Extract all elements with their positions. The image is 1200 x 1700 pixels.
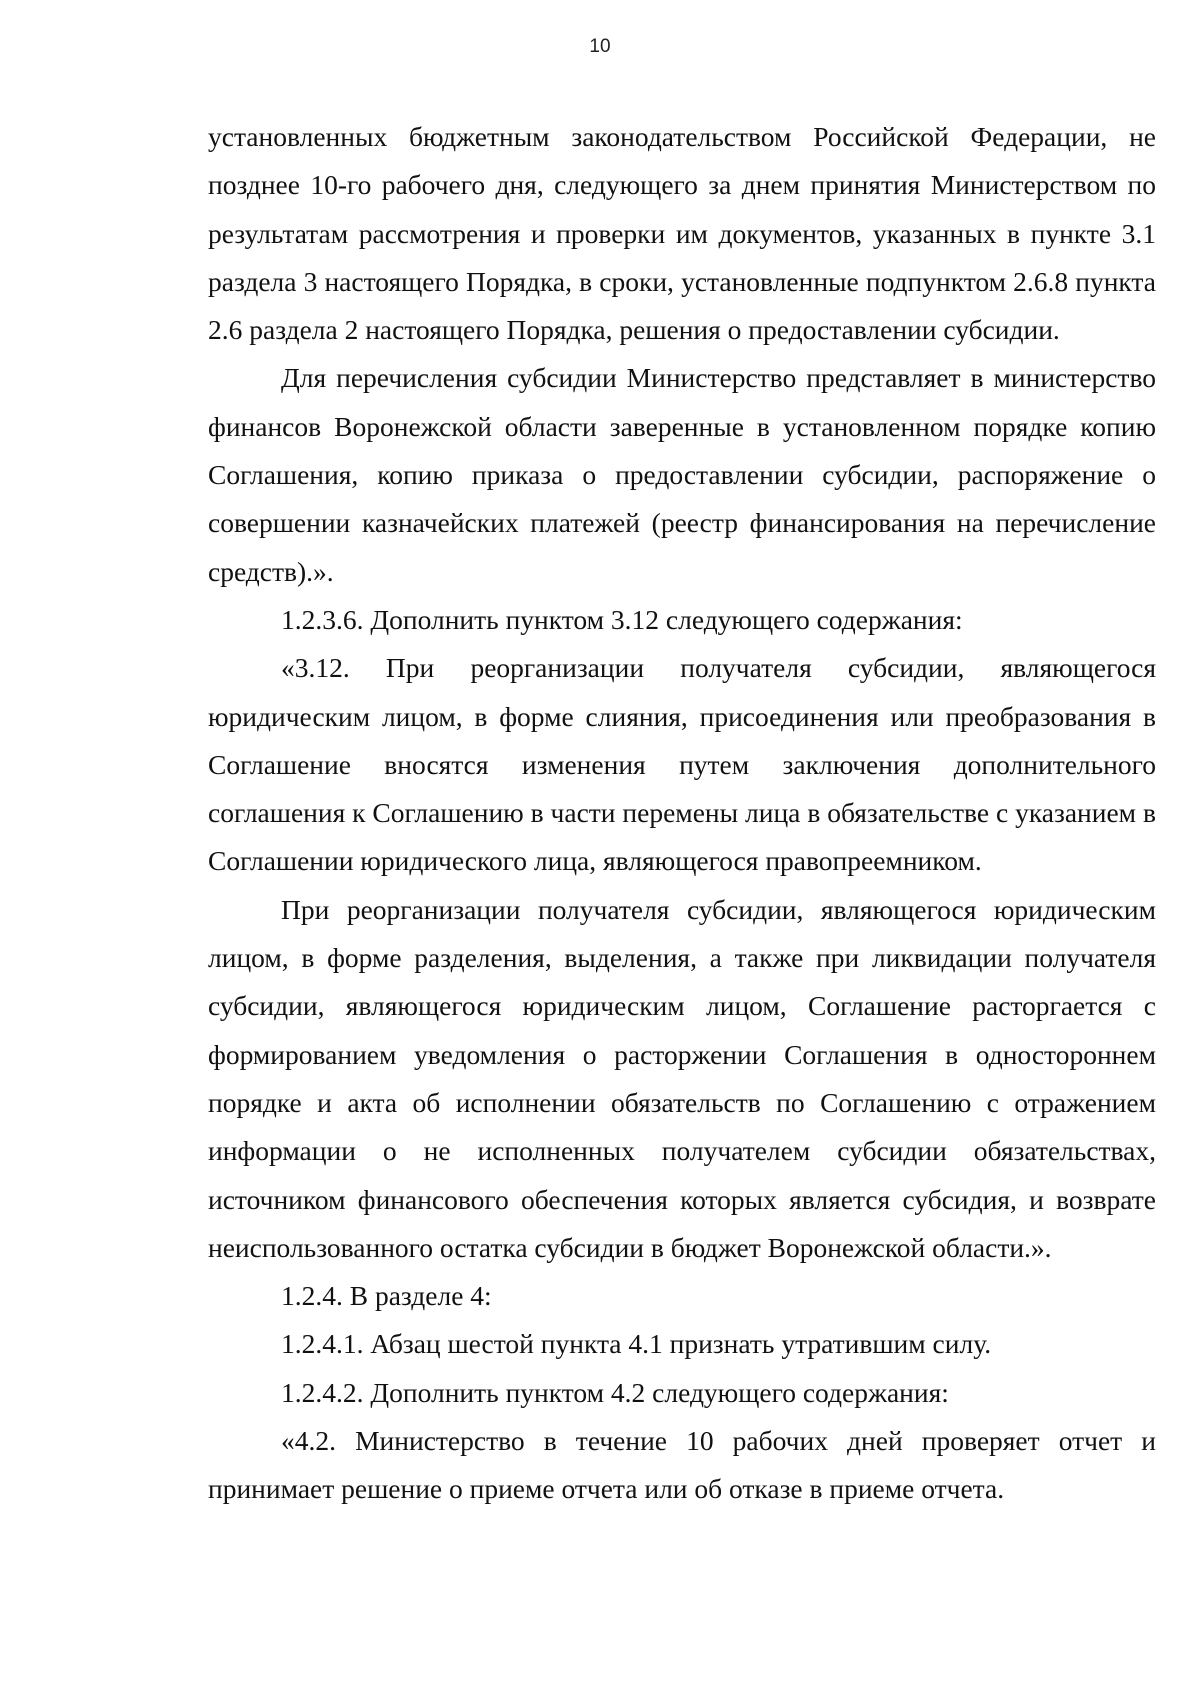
paragraph-reorganization-termination: При реорганизации получателя субсидии, являющегося юридическим лицом, в форме разделения, выделения, а также при ликвидации получателя субсидии, являющегося юридическим лицом, Соглашение расторгается с формированием уведомления о расторжении Соглашения в одностороннем порядке и акта об исполнении обязательств по Соглашению с отражением информации о не исполненных получателем субсидии обязательствах, источником финансового обеспечения которых является субсидия, и возврате неиспользованного остатка субсидии в бюджет Воронежской области.».: [208, 893, 1156, 1263]
paragraph-clause-4-2: «4.2. Министерство в течение 10 рабочих дней проверяет отчет и принимает решение о приеме отчета или об отказе в приеме отчета.: [208, 1425, 1156, 1505]
paragraph-item-1-2-4-1: 1.2.4.1. Абзац шестой пункта 4.1 признать утратившим силу.: [281, 1328, 992, 1360]
paragraph-item-1-2-4: 1.2.4. В разделе 4:: [281, 1280, 492, 1312]
paragraph-subsidy-transfer: Для перечисления субсидии Министерство представляет в министерство финансов Воронежской области заверенные в установленном порядке копию Соглашения, копию приказа о предоставлении субсидии, распоряжение о совершении казначейских платежей (реестр финансирования на перечисление средств).».: [208, 362, 1156, 587]
paragraph-clause-3-12: «3.12. При реорганизации получателя субсидии, являющегося юридическим лицом, в форме слияния, присоединения или преобразования в Соглашение вносятся изменения путем заключения дополнительного соглашения к Соглашению в части перемены лица в обязательстве с указанием в Соглашении юридического лица, являющегося правопреемником.: [208, 652, 1156, 877]
paragraph-item-1-2-4-2: 1.2.4.2. Дополнить пунктом 4.2 следующего содержания:: [281, 1376, 949, 1408]
paragraph-continuation: установленных бюджетным законодательством Российской Федерации, не позднее 10-го рабочего дня, следующего за днем принятия Министерством по результатам рассмотрения и проверки им документов, указанных в пункте 3.1 раздела 3 настоящего Порядка, в сроки, установленные подпунктом 2.6.8 пункта 2.6 раздела 2 настоящего Порядка, решения о предоставлении субсидии.: [208, 121, 1156, 346]
paragraph-item-1-2-3-6: 1.2.3.6. Дополнить пунктом 3.12 следующего содержания:: [281, 603, 963, 635]
page-number: 10: [589, 36, 611, 57]
document-body: [208, 113, 1156, 1514]
